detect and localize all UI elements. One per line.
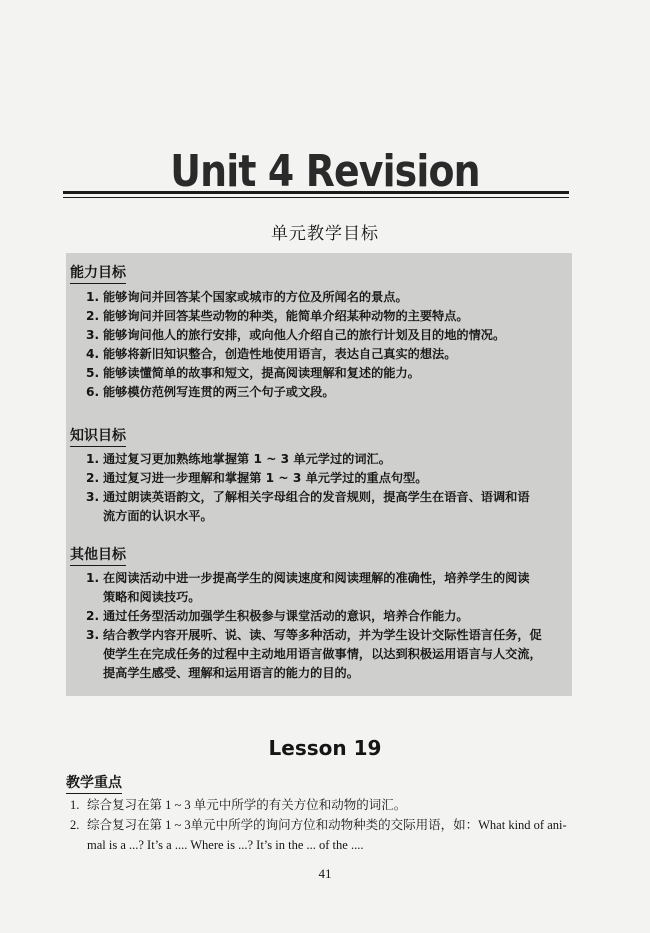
list-item: 3. 通过朗读英语韵文，了解相关字母组合的发音规则，提高学生在语音、语调和语 流方面的认识水平。 [86, 490, 530, 523]
page-number: 41 [318, 866, 332, 881]
list-item: 2. 通过任务型活动加强学生积极参与课堂活动的意识，培养合作能力。 [86, 609, 469, 623]
list-item: 2. 能够询问并回答某些动物的种类，能简单介绍某种动物的主要特点。 [86, 309, 469, 323]
list-item: 3. 能够询问他人的旅行安排，或向他人介绍自己的旅行计划及目的地的情况。 [86, 328, 506, 342]
list-item: 6. 能够模仿范例写连贯的两三个句子或文段。 [86, 385, 335, 399]
list-item: 1. 在阅读活动中进一步提高学生的阅读速度和阅读理解的准确性，培养学生的阅读 策略和阅读技巧。 [86, 571, 530, 604]
list-item: 2. 综合复习在第 1 ~ 3单元中所学的询问方位和动物种类的交际用语，如：What kind of ani- mal is a ...? It’s a .... Where is ...? It’s in the ... of the .... [70, 818, 567, 852]
teaching-focus-heading: 教学重点 [66, 772, 122, 794]
list-item: 2. 通过复习进一步理解和掌握第 1 ~ 3 单元学过的重点句型。 [86, 471, 428, 485]
other-objectives-heading: 其他目标 [70, 544, 126, 566]
list-item: 1. 综合复习在第 1 ~ 3 单元中所学的有关方位和动物的词汇。 [70, 798, 407, 812]
list-item: 3. 结合教学内容开展听、说、读、写等多种活动，并为学生设计交际性语言任务，促 使学生在完成任务的过程中主动地用语言做事情，以达到积极运用语言与人交流， 提高学生感受、理解和运用语言的能力的目的。 [86, 628, 542, 680]
objectives-box [66, 253, 572, 696]
section-heading: 单元教学目标 [271, 224, 379, 244]
title-rule-thin [63, 197, 569, 198]
unit-title: Unit 4 Revision [170, 146, 480, 197]
knowledge-objectives-heading: 知识目标 [70, 425, 126, 447]
lesson-title: Lesson 19 [268, 736, 382, 760]
ability-objectives-heading: 能力目标 [70, 262, 126, 284]
title-rule-thick [63, 191, 569, 194]
list-item: 1. 能够询问并回答某个国家或城市的方位及所闻名的景点。 [86, 290, 408, 304]
list-item: 5. 能够读懂简单的故事和短文，提高阅读理解和复述的能力。 [86, 366, 420, 380]
list-item: 4. 能够将新旧知识整合，创造性地使用语言，表达自己真实的想法。 [86, 347, 457, 361]
list-item: 1. 通过复习更加熟练地掌握第 1 ~ 3 单元学过的词汇。 [86, 452, 391, 466]
